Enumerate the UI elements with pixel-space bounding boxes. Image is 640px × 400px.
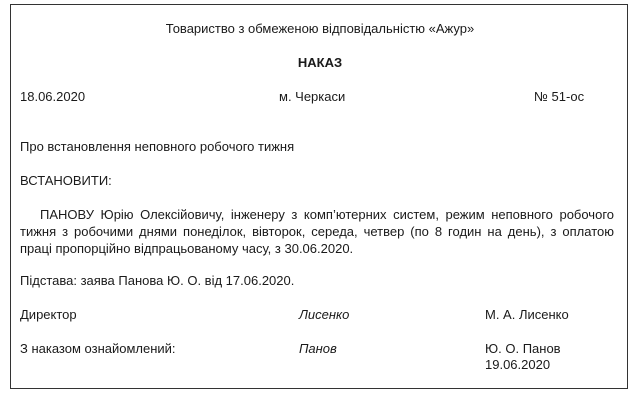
acknowledged-title: З наказом ознайомлений: <box>20 341 176 356</box>
organization-name: Товариство з обмеженою відповідальністю «Ажур» <box>165 21 475 36</box>
document-subject: Про встановлення неповного робочого тижня <box>20 139 295 154</box>
director-title: Директор <box>20 307 77 322</box>
basis-line: Підстава: заява Панова Ю. О. від 17.06.2020. <box>20 273 295 288</box>
employee-name: Ю. О. Панов <box>485 341 561 356</box>
employee-signature: Панов <box>299 341 337 356</box>
acknowledged-date: 19.06.2020 <box>485 357 551 372</box>
director-name: М. А. Лисенко <box>485 307 569 322</box>
directive-label: ВСТАНОВИТИ: <box>20 173 112 188</box>
document-city: м. Черкаси <box>279 89 346 104</box>
document-date: 18.06.2020 <box>20 89 86 104</box>
document-number: № 51-ос <box>534 89 585 104</box>
order-body-paragraph: ПАНОВУ Юрію Олексійовичу, інженеру з комп’ютерних систем, режим неповного робочого тижня з робочими днями понеділок, вівторок, середа, четвер (по 8 годин на день), з оплатою праці пропорційно відпрацьованому часу, з 30.06.2020. <box>20 207 614 256</box>
document-type-heading: НАКАЗ <box>297 55 343 70</box>
director-signature: Лисенко <box>299 307 350 322</box>
